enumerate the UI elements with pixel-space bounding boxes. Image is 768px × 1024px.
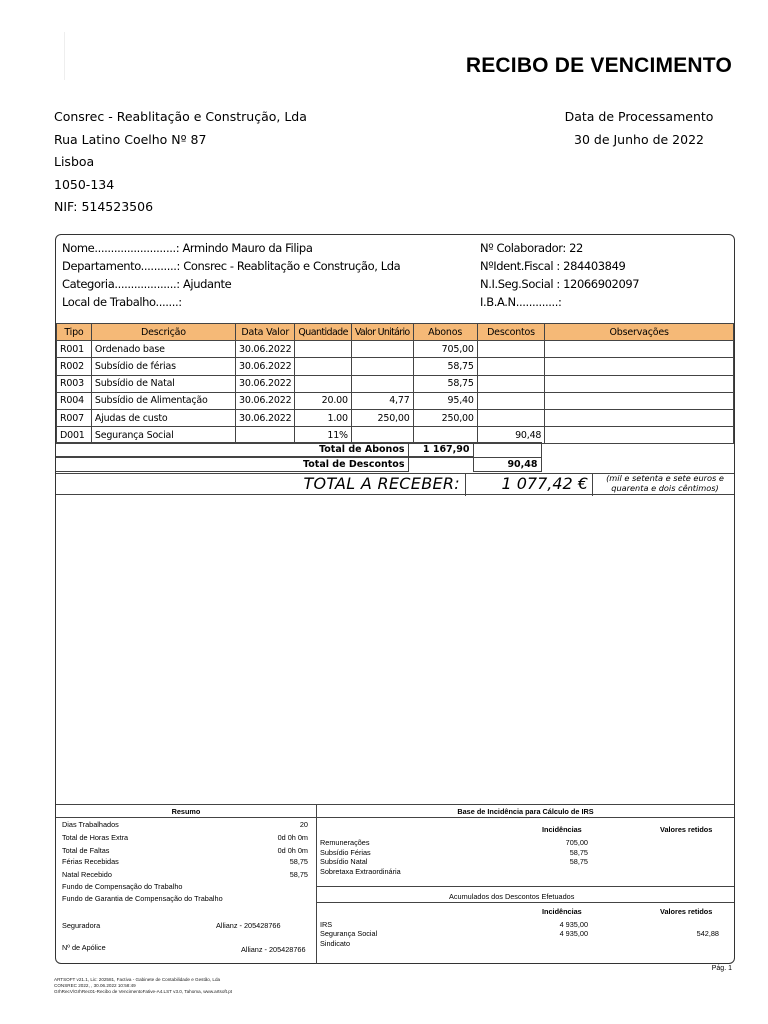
cell-data: 30.06.2022 <box>236 341 295 358</box>
collab-number: 22 <box>569 241 583 255</box>
cell-obs <box>545 375 734 392</box>
cell-descontos <box>477 341 545 358</box>
company-nif: NIF: 514523506 <box>54 199 154 214</box>
resumo-value: 58,75 <box>289 870 308 879</box>
cell-desc: Ajudas de custo <box>91 409 235 426</box>
cell-descontos <box>477 392 545 409</box>
cell-data: 30.06.2022 <box>236 358 295 375</box>
cell-tipo: D001 <box>57 427 92 444</box>
cell-vu: 4,77 <box>351 392 413 409</box>
irs-inc: 58,75 <box>569 848 588 857</box>
col-abonos: Abonos <box>413 324 477 341</box>
summary-header-line <box>56 817 734 818</box>
col-data-valor: Data Valor <box>236 324 295 341</box>
footer-line: GrhRecV\GrhRec01-Recibo de VencimentoFative-A4.LST v3.0, Tahoma, www.artsoft.pt <box>54 988 233 994</box>
table-row <box>57 375 734 392</box>
resumo-value: 20 <box>299 820 308 829</box>
table-row <box>57 409 734 426</box>
col-valor-unitario: Valor Unitário <box>351 324 413 341</box>
acum-top-line <box>317 886 734 887</box>
footer-line: CONSREC 2022, , 30.06.2022 10:58:49 <box>54 982 136 988</box>
company-name: Consrec - Reablitação e Construção, Lda <box>54 109 307 124</box>
cell-qtd: 11% <box>295 427 351 444</box>
total-receber-value: 1 077,42 € <box>465 474 593 496</box>
irs-title: Base de Incidência para Cálculo de IRS <box>457 807 594 816</box>
seguradora-label: Seguradora <box>62 921 101 930</box>
cell-obs <box>545 409 734 426</box>
cell-descontos: 90,48 <box>477 427 545 444</box>
cell-desc: Subsídio de férias <box>91 358 235 375</box>
total-in-words: (mil e setenta e sete euros e quarenta e dois cêntimos) <box>606 473 724 493</box>
irs-inc: 58,75 <box>569 857 588 866</box>
employee-info-right <box>480 239 639 311</box>
cell-desc: Subsídio de Natal <box>91 375 235 392</box>
software-footer <box>54 977 232 994</box>
resumo-label: Fundo de Compensação do Trabalho <box>62 882 183 891</box>
processing-date: 30 de Junho de 2022 <box>574 131 704 147</box>
cell-tipo: R002 <box>57 358 92 375</box>
resumo-label: Total de Horas Extra <box>62 833 129 842</box>
irs-label: Remunerações <box>320 838 370 847</box>
cell-data: 30.06.2022 <box>236 392 295 409</box>
cell-vu <box>351 358 413 375</box>
processing-date-block <box>554 106 724 151</box>
cell-abonos: 58,75 <box>413 375 477 392</box>
resumo-label: Férias Recebidas <box>62 857 119 866</box>
table-row <box>57 392 734 409</box>
cell-desc: Ordenado base <box>91 341 235 358</box>
acum-ret: 542,88 <box>696 929 719 938</box>
collab-label: Nº Colaborador: <box>480 241 566 255</box>
cell-vu <box>351 341 413 358</box>
processing-label: Data de Processamento <box>564 109 714 124</box>
total-receber-row <box>56 473 734 495</box>
page-number: Pág. 1 <box>711 965 732 972</box>
resumo-label: Natal Recebido <box>62 870 112 879</box>
document-title: RECIBO DE VENCIMENTO <box>465 54 732 77</box>
payroll-table <box>56 323 734 444</box>
resumo-value: 0d 0h 0m <box>277 833 308 842</box>
cell-desc: Subsídio de Alimentação <box>91 392 235 409</box>
irs-label: Sobretaxa Extraordinária <box>320 867 401 876</box>
total-receber-label: TOTAL A RECEBER: <box>303 474 460 493</box>
cell-tipo: R001 <box>57 341 92 358</box>
fiscal-label: NºIdent.Fiscal : <box>480 259 560 273</box>
total-descontos-row <box>56 457 734 472</box>
local-label: Local de Trabalho.......: <box>62 295 182 309</box>
ss-label: N.I.Seg.Social : <box>480 277 560 291</box>
apolice-label: Nº de Apólice <box>62 943 106 952</box>
resumo-label: Fundo de Garantia de Compensação do Trabalho <box>62 894 223 903</box>
category-label: Categoria...................: <box>62 277 180 291</box>
total-abonos-value: 1 167,90 <box>408 443 473 457</box>
cell-obs <box>545 358 734 375</box>
cell-descontos <box>477 358 545 375</box>
cell-qtd <box>295 375 351 392</box>
acum-label: Sindicato <box>320 939 351 948</box>
summary-divider <box>316 805 317 964</box>
cell-tipo: R007 <box>57 409 92 426</box>
fiscal-number: 284403849 <box>563 259 626 273</box>
acum-inc: 4 935,00 <box>559 920 588 929</box>
cell-descontos <box>477 375 545 392</box>
name-label: Nome.........................: <box>62 241 180 255</box>
cell-tipo: R004 <box>57 392 92 409</box>
table-row <box>57 358 734 375</box>
total-abonos-label: Total de Abonos <box>56 443 408 457</box>
valores-header: Valores retidos <box>660 825 713 834</box>
company-block <box>54 106 307 219</box>
cell-tipo: R003 <box>57 375 92 392</box>
cell-obs <box>545 392 734 409</box>
acum-incidencias-header: Incidências <box>542 907 582 916</box>
acum-label: IRS <box>320 920 333 929</box>
col-quantidade: Quantidade <box>295 324 351 341</box>
cell-data: 30.06.2022 <box>236 375 295 392</box>
ss-number: 12066902097 <box>563 277 640 291</box>
employee-dept: Consrec - Reablitação e Construção, Lda <box>183 259 401 273</box>
cell-abonos: 95,40 <box>413 392 477 409</box>
dept-label: Departamento...........: <box>62 259 180 273</box>
irs-inc: 705,00 <box>565 838 588 847</box>
iban-label: I.B.A.N.............: <box>480 295 562 309</box>
irs-label: Subsídio Férias <box>320 848 371 857</box>
footer-line: ARTSOFT v21.1, Lic: 202581, Factiva - Gabinete de Contabilidade e Gestão, Lda <box>54 977 221 982</box>
cell-descontos <box>477 409 545 426</box>
total-descontos-value: 90,48 <box>473 458 541 472</box>
total-abonos-row <box>56 442 734 457</box>
acum-inc: 4 935,00 <box>559 929 588 938</box>
resumo-label: Dias Trabalhados <box>62 820 119 829</box>
cell-vu: 250,00 <box>351 409 413 426</box>
cell-abonos: 58,75 <box>413 358 477 375</box>
cell-abonos: 250,00 <box>413 409 477 426</box>
seguradora-value: Allianz - 205428766 <box>216 921 281 930</box>
employee-name: Armindo Mauro da Filipa <box>182 241 313 255</box>
cell-qtd <box>295 341 351 358</box>
resumo-label: Total de Faltas <box>62 846 110 855</box>
acumulados-title: Acumulados dos Descontos Efetuados <box>449 892 575 901</box>
employee-category: Ajudante <box>182 277 232 291</box>
irs-label: Subsídio Natal <box>320 857 368 866</box>
cell-abonos: 705,00 <box>413 341 477 358</box>
company-city: Lisboa <box>54 154 95 169</box>
company-postal: 1050-134 <box>54 176 115 192</box>
cell-qtd: 20.00 <box>295 392 351 409</box>
cell-data: 30.06.2022 <box>236 409 295 426</box>
table-row <box>57 341 734 358</box>
col-descricao: Descrição <box>91 324 235 341</box>
col-descontos: Descontos <box>477 324 545 341</box>
acum-label: Segurança Social <box>320 929 378 938</box>
cell-qtd <box>295 358 351 375</box>
cell-desc: Segurança Social <box>91 427 235 444</box>
col-observacoes: Observações <box>545 324 734 341</box>
resumo-value: 58,75 <box>289 857 308 866</box>
total-descontos-label: Total de Descontos <box>56 458 408 472</box>
acum-valores-header: Valores retidos <box>660 907 713 916</box>
employee-info-left <box>62 239 400 311</box>
resumo-title: Resumo <box>171 807 201 816</box>
apolice-value: Allianz - 205428766 <box>241 945 306 954</box>
table-header-row <box>57 324 734 341</box>
company-address: Rua Latino Coelho Nº 87 <box>54 131 207 147</box>
scan-artifact <box>64 32 65 80</box>
cell-vu <box>351 375 413 392</box>
cell-qtd: 1.00 <box>295 409 351 426</box>
col-tipo: Tipo <box>57 324 92 341</box>
incidencias-header: Incidências <box>542 825 582 834</box>
summary-section <box>56 804 734 963</box>
resumo-value: 0d 0h 0m <box>277 846 308 855</box>
acum-bottom-line <box>317 902 734 903</box>
cell-obs <box>545 341 734 358</box>
